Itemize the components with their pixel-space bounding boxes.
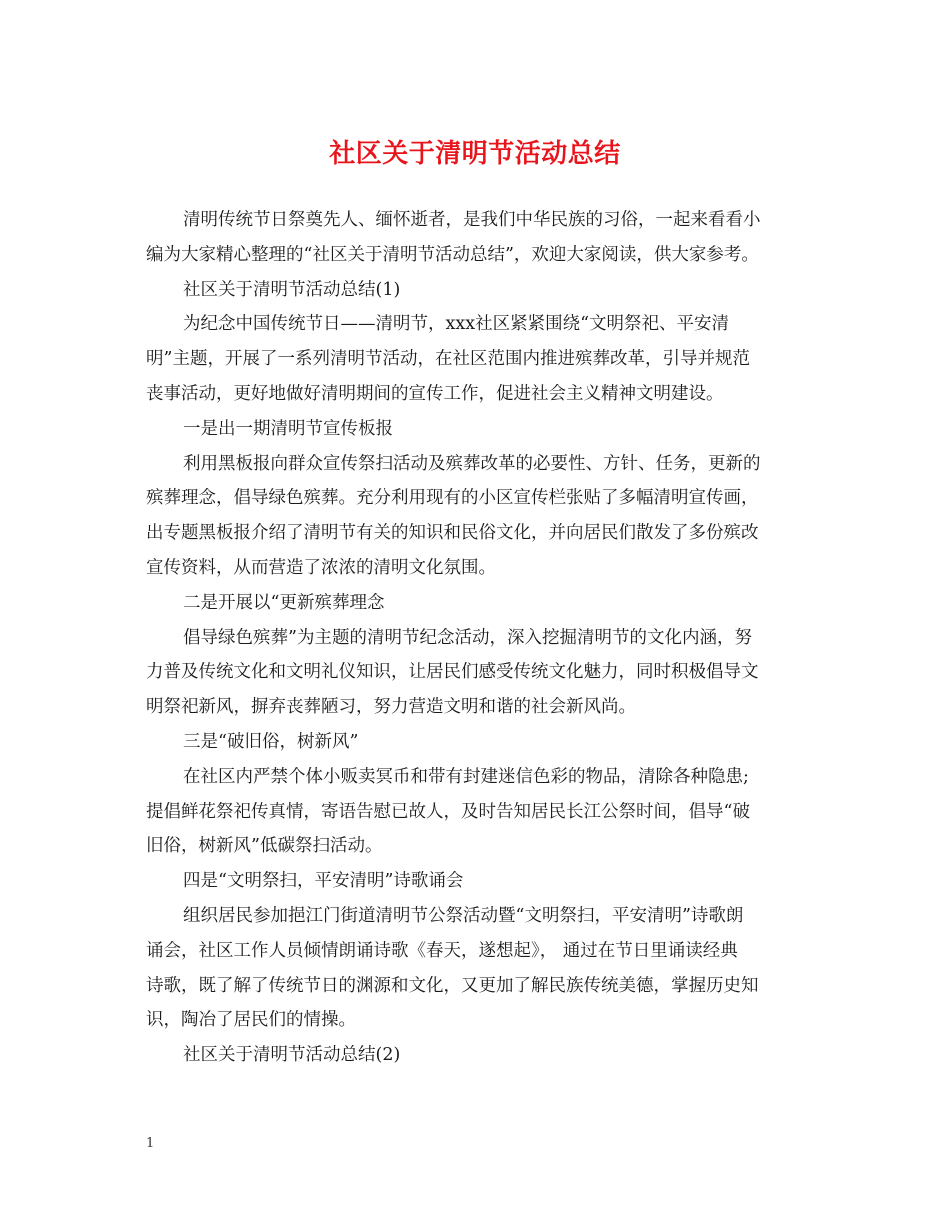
text-line: 利用黑板报向群众宣传祭扫活动及殡葬改革的必要性、方针、任务，更新的 bbox=[183, 453, 761, 474]
subsection-heading: 二是开展以“更新殡葬理念 bbox=[183, 592, 385, 613]
text-line: 诵会，社区工作人员倾情朗诵诗歌《春天，遂想起》， 通过在节日里诵读经典 bbox=[146, 940, 738, 961]
text-line: 提倡鲜花祭祀传真情，寄语告慰已故人，及时告知居民长江公祭时间，倡导“破 bbox=[146, 801, 750, 822]
text-line: 殡葬理念，倡导绿色殡葬。充分利用现有的小区宣传栏张贴了多幅清明宣传画， bbox=[146, 488, 759, 509]
text-line: 在社区内严禁个体小贩卖冥币和带有封建迷信色彩的物品，清除各种隐患; bbox=[183, 766, 749, 787]
text-line: 明祭祀新风，摒弃丧葬陋习，努力营造文明和谐的社会新风尚。 bbox=[146, 697, 636, 718]
text-line: 识，陶冶了居民们的情操。 bbox=[146, 1010, 356, 1031]
document-body bbox=[146, 203, 806, 1073]
text-line: 编为大家精心整理的“社区关于清明节活动总结”，欢迎大家阅读，供大家参考。 bbox=[146, 244, 759, 265]
text-line: 倡导绿色殡葬”为主题的清明节纪念活动，深入挖掘清明节的文化内涵，努 bbox=[183, 627, 752, 648]
section-heading: 社区关于清明节活动总结(2) bbox=[183, 1045, 401, 1066]
text-line: 丧事活动，更好地做好清明期间的宣传工作，促进社会主义精神文明建设。 bbox=[146, 383, 724, 404]
text-line: 出专题黑板报介绍了清明节有关的知识和民俗文化，并向居民们散发了多份殡改 bbox=[146, 523, 759, 544]
document-title: 社区关于清明节活动总结 bbox=[329, 139, 621, 169]
text-line: 明”主题，开展了一系列清明节活动，在社区范围内推进殡葬改革，引导并规范 bbox=[146, 349, 750, 370]
text-line: 宣传资料，从而营造了浓浓的清明文化氛围。 bbox=[146, 557, 496, 578]
text-line: 旧俗，树新风”低碳祭扫活动。 bbox=[146, 836, 383, 857]
subsection-heading: 三是“破旧俗，树新风” bbox=[183, 731, 359, 752]
text-line: 为纪念中国传统节日——清明节，xxx社区紧紧围绕“文明祭祀、平安清 bbox=[183, 314, 730, 335]
text-line: 力普及传统文化和文明礼仪知识，让居民们感受传统文化魅力，同时积极倡导文 bbox=[146, 662, 759, 683]
text-line: 清明传统节日祭奠先人、缅怀逝者，是我们中华民族的习俗，一起来看看小 bbox=[183, 210, 761, 230]
page-number: 1 bbox=[146, 1136, 155, 1151]
section-heading: 社区关于清明节活动总结(1) bbox=[183, 279, 401, 300]
subsection-heading: 一是出一期清明节宣传板报 bbox=[183, 418, 393, 439]
subsection-heading: 四是“文明祭扫，平安清明”诗歌诵会 bbox=[183, 871, 464, 892]
text-line: 诗歌，既了解了传统节日的渊源和文化，又更加了解民族传统美德，掌握历史知 bbox=[146, 975, 759, 996]
text-line: 组织居民参加挹江门街道清明节公祭活动暨“文明祭扫，平安清明”诗歌朗 bbox=[183, 905, 744, 926]
